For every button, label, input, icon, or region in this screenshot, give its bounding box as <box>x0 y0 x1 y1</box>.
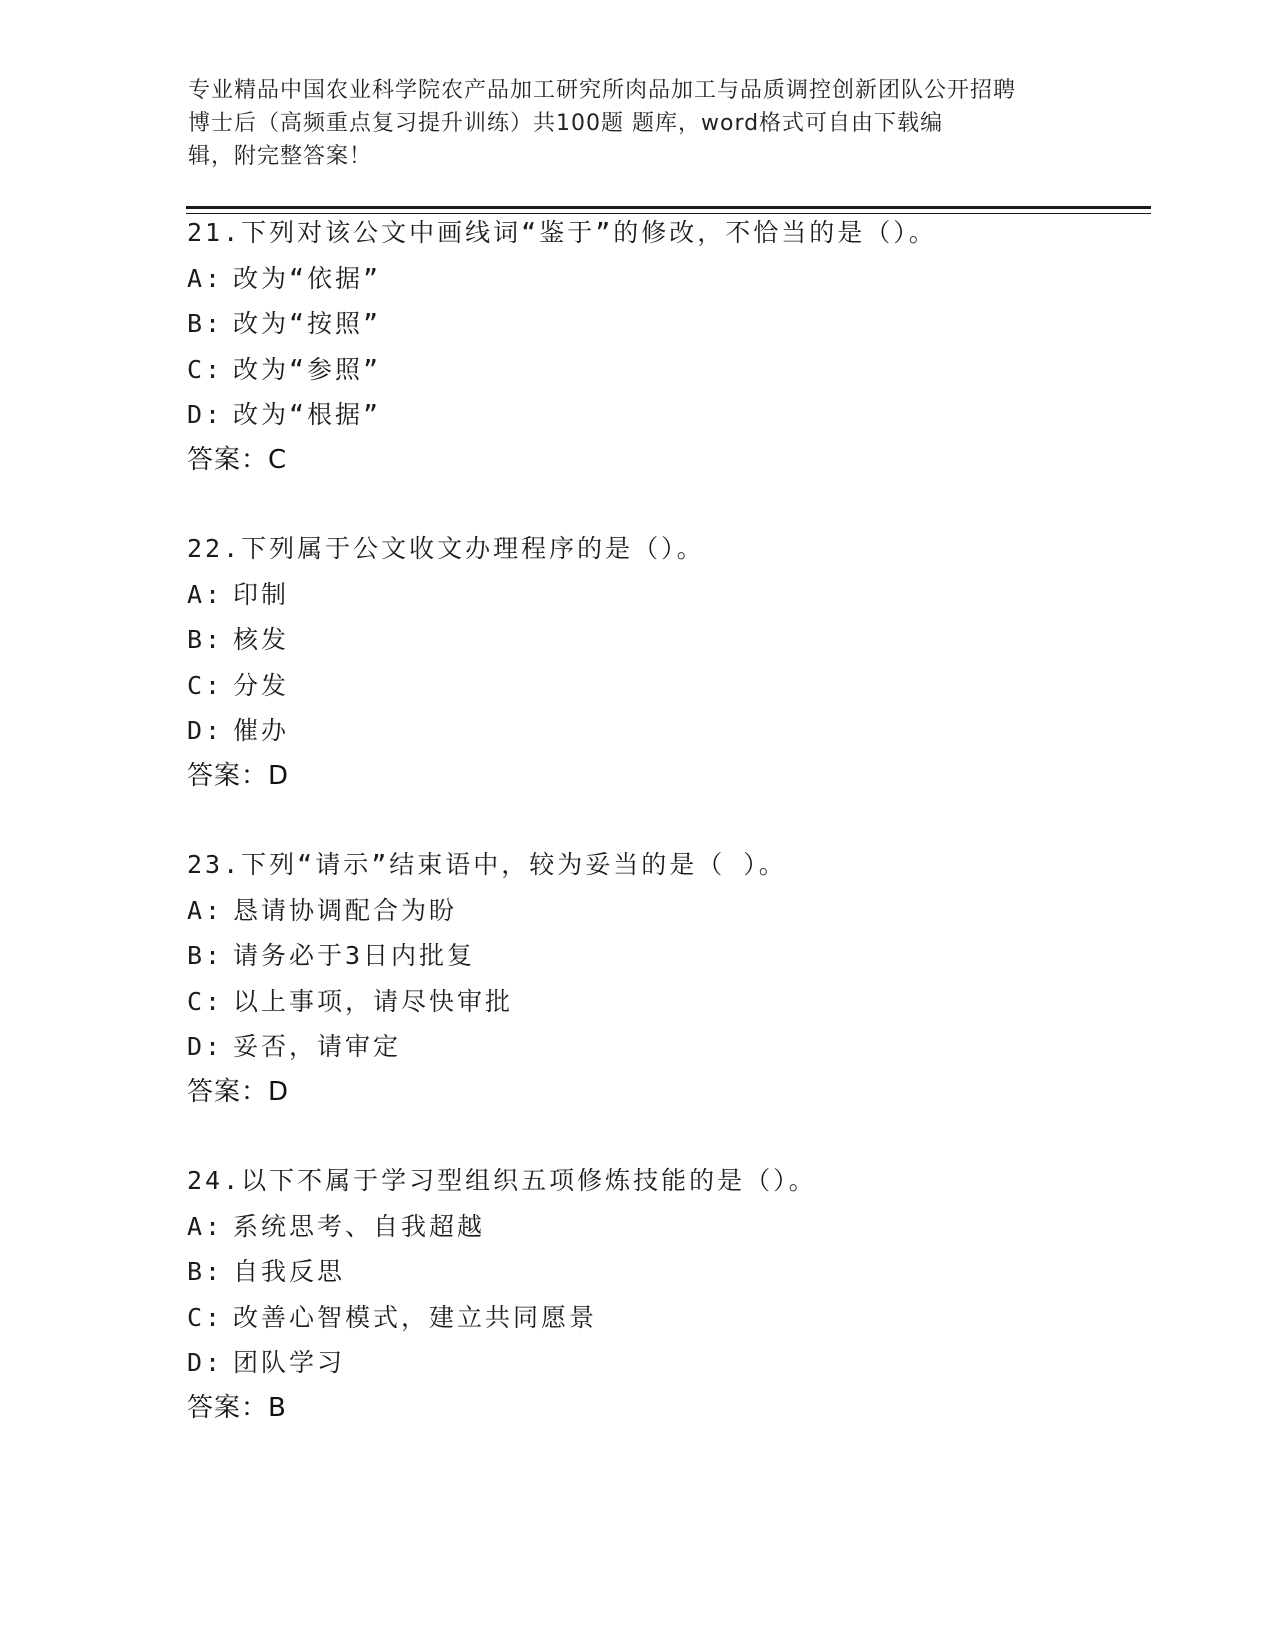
question-21 <box>187 210 1147 484</box>
option-text: 改善心智模式，建立共同愿景 <box>233 1302 598 1332</box>
option-label: B: <box>187 309 224 339</box>
option-a <box>187 888 1147 934</box>
option-text: 妥否，请审定 <box>233 1032 402 1062</box>
answer-line: 答案：D <box>187 1076 290 1107</box>
answer-line: 答案：B <box>187 1392 287 1423</box>
answer-line: 答案：D <box>187 760 290 791</box>
option-text: 改为“依据” <box>233 263 382 293</box>
document-header <box>188 74 1088 173</box>
option-b <box>187 1249 1147 1295</box>
option-c <box>187 979 1147 1025</box>
question-stem: 24.以下不属于学习型组织五项修炼技能的是（）。 <box>187 1166 817 1195</box>
option-text: 印制 <box>233 579 290 609</box>
option-a <box>187 1204 1147 1250</box>
option-text: 恳请协调配合为盼 <box>233 895 458 925</box>
option-text: 改为“按照” <box>233 309 382 339</box>
option-text: 催办 <box>233 716 290 746</box>
option-c <box>187 663 1147 709</box>
question-24 <box>187 1158 1147 1432</box>
answer-line: 答案：C <box>187 444 288 475</box>
option-text: 团队学习 <box>233 1348 346 1378</box>
header-line: 专业精品中国农业科学院农产品加工研究所肉品加工与品质调控创新团队公开招聘 <box>188 78 1017 103</box>
question-stem: 22.下列属于公文收文办理程序的是（）。 <box>187 534 705 563</box>
option-label: C: <box>187 670 224 700</box>
option-label: A: <box>187 263 224 293</box>
question-22 <box>187 526 1147 800</box>
option-label: D: <box>187 716 224 746</box>
option-a <box>187 572 1147 618</box>
option-c <box>187 347 1147 393</box>
option-b <box>187 933 1147 979</box>
header-line: 辑，附完整答案！ <box>188 144 373 169</box>
header-line: 博士后（高频重点复习提升训练）共100题 题库，word格式可自由下载编 <box>188 111 944 136</box>
question-23 <box>187 842 1147 1116</box>
option-text: 自我反思 <box>233 1257 346 1287</box>
option-label: D: <box>187 1348 224 1378</box>
header-divider-thick <box>186 206 1151 209</box>
option-label: A: <box>187 1211 224 1241</box>
option-label: B: <box>187 941 224 971</box>
option-label: C: <box>187 986 224 1016</box>
option-c <box>187 1295 1147 1341</box>
question-stem: 21.下列对该公文中画线词“鉴于”的修改，不恰当的是（）。 <box>187 218 937 247</box>
option-label: D: <box>187 400 224 430</box>
option-label: A: <box>187 579 224 609</box>
option-b <box>187 617 1147 663</box>
question-stem: 23.下列“请示”结束语中，较为妥当的是（ ）。 <box>187 850 787 879</box>
option-d <box>187 392 1147 438</box>
option-label: B: <box>187 625 224 655</box>
option-text: 分发 <box>233 670 290 700</box>
option-label: A: <box>187 895 224 925</box>
option-label: B: <box>187 1257 224 1287</box>
option-label: C: <box>187 1302 224 1332</box>
option-label: D: <box>187 1032 224 1062</box>
option-d <box>187 1340 1147 1386</box>
option-d <box>187 1024 1147 1070</box>
option-text: 请务必于3日内批复 <box>233 941 476 971</box>
option-text: 改为“根据” <box>233 400 382 430</box>
option-d <box>187 708 1147 754</box>
option-text: 系统思考、自我超越 <box>233 1211 486 1241</box>
option-text: 以上事项，请尽快审批 <box>233 986 514 1016</box>
option-a <box>187 256 1147 302</box>
option-text: 改为“参照” <box>233 354 382 384</box>
option-text: 核发 <box>233 625 290 655</box>
option-label: C: <box>187 354 224 384</box>
option-b <box>187 301 1147 347</box>
